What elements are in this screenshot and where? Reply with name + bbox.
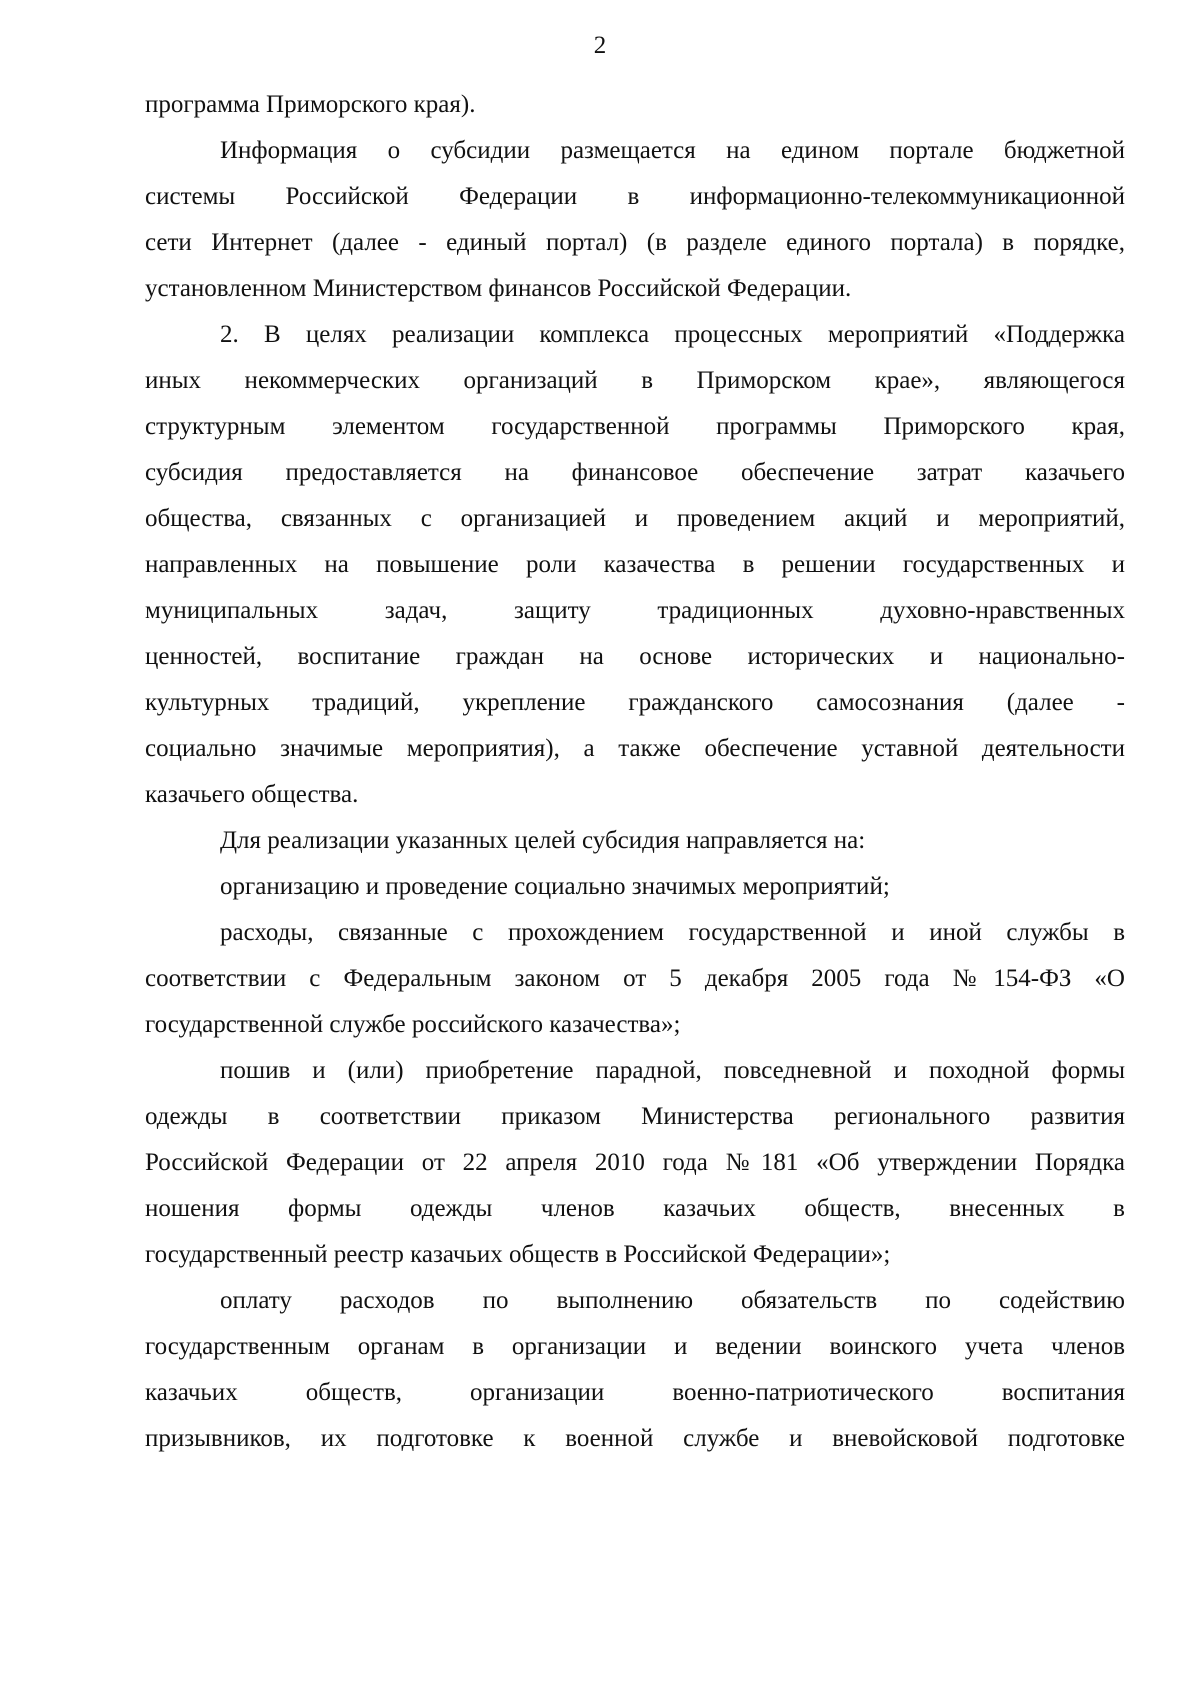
- text-line: организацию и проведение социально значимых мероприятий;: [220, 873, 890, 900]
- text-line: Российской Федерации от 22 апреля 2010 года №181 «Об утверждении Порядка: [145, 1149, 1125, 1176]
- text-line: структурным элементом государственной программы Приморского края,: [145, 413, 1125, 440]
- text-line: призывников, их подготовке к военной службе и вневойсковой подготовке: [145, 1425, 1125, 1452]
- text-line: государственным органам в организации и ведении воинского учета членов: [145, 1333, 1125, 1360]
- text-line: государственный реестр казачьих обществ в Российской Федерации»;: [145, 1241, 891, 1268]
- page-number: 2: [593, 32, 607, 59]
- text-line: общества, связанных с организацией и проведением акций и мероприятий,: [145, 505, 1125, 532]
- text-line: муниципальных задач, защиту традиционных духовно-нравственных: [145, 597, 1125, 624]
- text-line: расходы, связанные с прохождением государственной и иной службы в: [220, 919, 1125, 946]
- text-line: Информация о субсидии размещается на едином портале бюджетной: [220, 137, 1125, 164]
- text-line: социально значимые мероприятия), а также обеспечение уставной деятельности: [145, 735, 1125, 762]
- text-line: программа Приморского края).: [145, 91, 476, 118]
- text-line: субсидия предоставляется на финансовое обеспечение затрат казачьего: [145, 459, 1125, 486]
- text-line: соответствии с Федеральным законом от 5 декабря 2005 года №154-ФЗ «О: [145, 965, 1125, 992]
- text-line: установленном Министерством финансов Российской Федерации.: [145, 275, 852, 302]
- text-line: пошив и (или) приобретение парадной, повседневной и походной формы: [220, 1057, 1125, 1084]
- text-line: государственной службе российского казачества»;: [145, 1011, 681, 1038]
- text-line: одежды в соответствии приказом Министерства регионального развития: [145, 1103, 1125, 1130]
- text-line: культурных традиций, укрепление гражданского самосознания (далее -: [145, 689, 1125, 716]
- text-line: сети Интернет (далее - единый портал) (в разделе единого портала) в порядке,: [145, 229, 1125, 256]
- text-line: ношения формы одежды членов казачьих обществ, внесенных в: [145, 1195, 1125, 1222]
- text-line: оплату расходов по выполнению обязательств по содействию: [220, 1287, 1125, 1314]
- text-line: казачьего общества.: [145, 781, 359, 808]
- text-line: системы Российской Федерации в информационно-телекоммуникационной: [145, 183, 1125, 210]
- text-line: казачьих обществ, организации военно-патриотического воспитания: [145, 1379, 1125, 1406]
- text-line: Для реализации указанных целей субсидия направляется на:: [220, 827, 866, 854]
- text-line: ценностей, воспитание граждан на основе исторических и национально-: [145, 643, 1125, 670]
- text-line: иных некоммерческих организаций в Приморском крае», являющегося: [145, 367, 1125, 394]
- text-line: направленных на повышение роли казачества в решении государственных и: [145, 551, 1125, 578]
- text-line: 2. В целях реализации комплекса процессных мероприятий «Поддержка: [220, 321, 1125, 348]
